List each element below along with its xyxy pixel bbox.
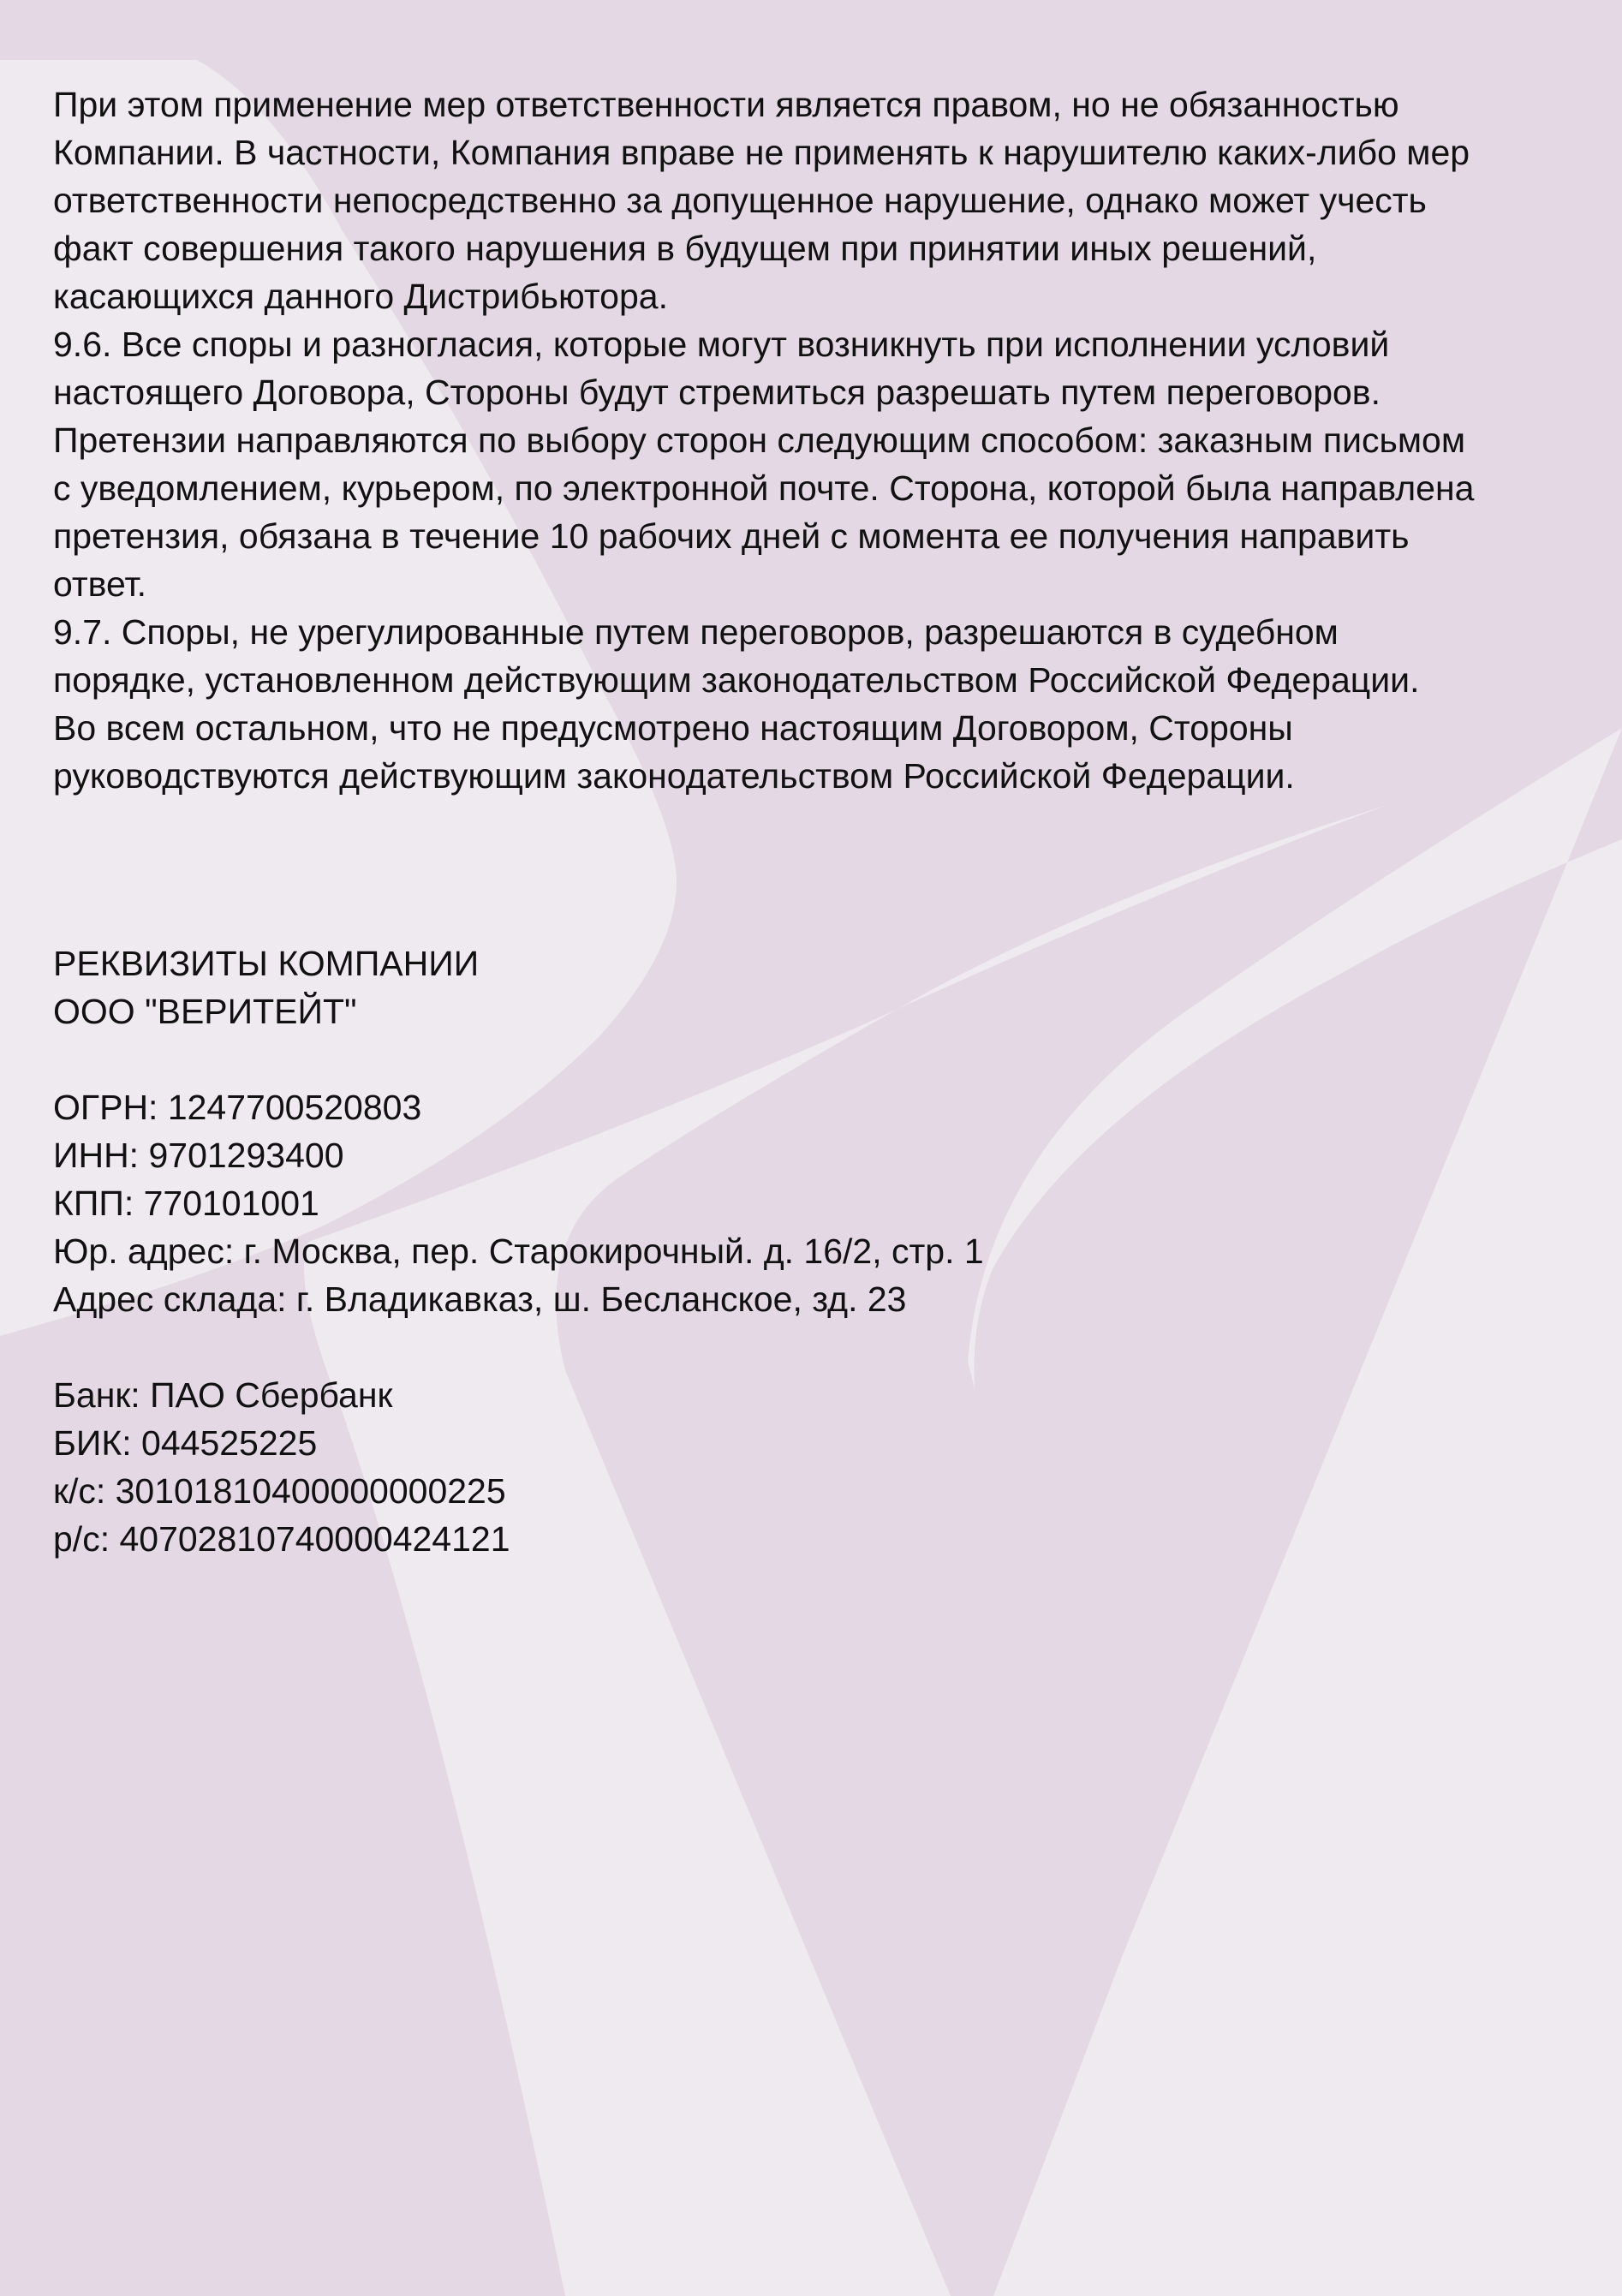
company-requisites	[53, 939, 1577, 1563]
body-line: порядке, установленном действующим законодательством Российской Федерации.	[53, 660, 1420, 700]
contract-body-text	[53, 81, 1577, 800]
kpp-value: КПП: 770101001	[53, 1184, 319, 1223]
ogrn-value: ОГРН: 1247700520803	[53, 1088, 422, 1127]
section-spacer	[53, 800, 1577, 939]
bik-value: БИК: 044525225	[53, 1423, 318, 1463]
correspondent-account: к/с: 30101810400000000225	[53, 1471, 506, 1511]
requisites-heading: РЕКВИЗИТЫ КОМПАНИИ	[53, 944, 480, 983]
body-line: Во всем остальном, что не предусмотрено настоящим Договором, Стороны	[53, 708, 1293, 748]
warehouse-address: Адрес склада: г. Владикавказ, ш. Бесланское, зд. 23	[53, 1279, 907, 1319]
requisites-spacer	[53, 1323, 1577, 1371]
body-line: ответ.	[53, 564, 147, 604]
body-line: претензия, обязана в течение 10 рабочих дней с момента ее получения направить	[53, 516, 1410, 556]
body-line: факт совершения такого нарушения в будущем при принятии иных решений,	[53, 229, 1317, 268]
body-line: Компании. В частности, Компания вправе не применять к нарушителю каких-либо мер	[53, 133, 1470, 172]
company-name: ООО "ВЕРИТЕЙТ"	[53, 992, 357, 1031]
requisites-spacer	[53, 1035, 1577, 1083]
inn-value: ИНН: 9701293400	[53, 1136, 344, 1175]
clause-9-6-line: 9.6. Все споры и разногласия, которые могут возникнуть при исполнении условий	[53, 325, 1390, 364]
legal-address: Юр. адрес: г. Москва, пер. Старокирочный. д. 16/2, стр. 1	[53, 1231, 984, 1271]
settlement-account: р/с: 40702810740000424121	[53, 1519, 510, 1559]
body-line: с уведомлением, курьером, по электронной почте. Сторона, которой была направлена	[53, 468, 1475, 508]
body-line: При этом применение мер ответственности является правом, но не обязанностью	[53, 85, 1399, 124]
bank-name: Банк: ПАО Сбербанк	[53, 1375, 393, 1415]
body-line: Претензии направляются по выбору сторон следующим способом: заказным письмом	[53, 420, 1466, 460]
clause-9-7-line: 9.7. Споры, не урегулированные путем переговоров, разрешаются в судебном	[53, 612, 1339, 652]
document-page	[53, 81, 1577, 1563]
body-line: ответственности непосредственно за допущенное нарушение, однако может учесть	[53, 181, 1427, 220]
body-line: настоящего Договора, Стороны будут стремиться разрешать путем переговоров.	[53, 373, 1380, 412]
body-line: касающихся данного Дистрибьютора.	[53, 277, 668, 316]
body-line: руководствуются действующим законодательством Российской Федерации.	[53, 756, 1295, 796]
